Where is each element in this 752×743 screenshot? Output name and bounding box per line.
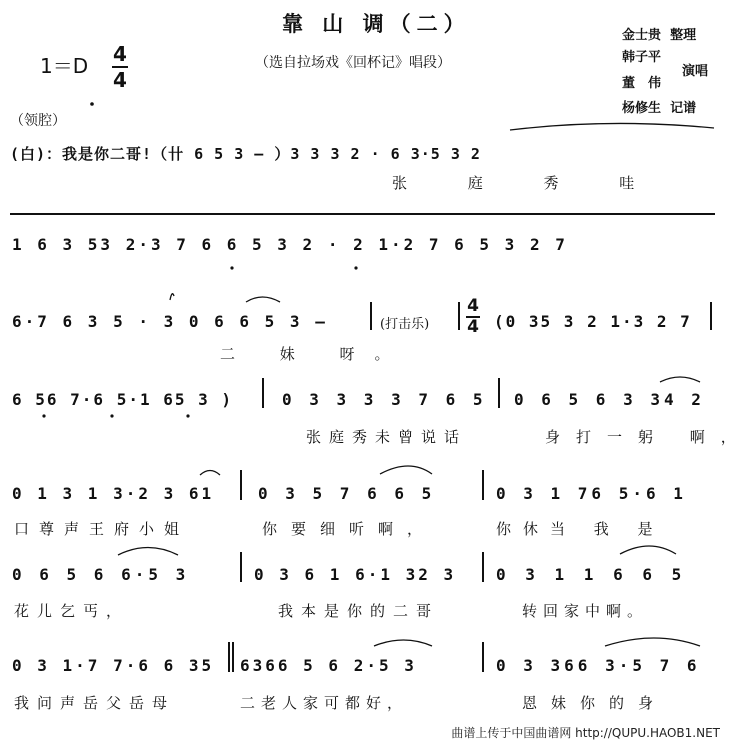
credit-role-singers: 演唱 <box>682 64 709 79</box>
score-row-4-notes-c: 0 6 5 6 3 34 2 <box>514 390 705 409</box>
slur <box>200 471 220 476</box>
credit-role: 记谱 <box>670 101 697 116</box>
score-row-3-notes-after: (0 35 3 2 1·3 2 7 <box>494 312 692 331</box>
score-row-1-lyrics: 张 庭 秀 哇 <box>392 174 663 192</box>
score-row-2-notes: 1 6 3 53 2·3 7 6 6 5 3 2 · 2 1·2 7 6 5 3 2 7 <box>12 235 568 254</box>
score-row-4-lyrics-c: 身打一躬 啊， <box>545 428 752 446</box>
score-row-5-notes-c: 0 3 1 76 5·6 1 <box>496 484 687 503</box>
score-row-6-notes: 0 6 5 6 6·5 3 <box>12 565 190 584</box>
time-signature-bottom: 4 <box>113 68 127 92</box>
score-row-4-lyrics-b: 张庭秀未曾说话 <box>306 428 468 446</box>
score-row-7-lyrics: 我问声岳父岳母 <box>14 694 176 712</box>
score-title: 靠 山 调（二） <box>282 11 471 36</box>
score-row-1-notes: (白)：我是你二哥!（卄 6 5 3 – ）3 3 3 2 · 6 3·5 3 2 <box>10 145 481 163</box>
time-signature-top: 4 <box>113 42 127 66</box>
score-row-7-notes: 0 3 1·7 7·6 6 35 <box>12 656 215 675</box>
score-row-4-notes-b: 0 3 3 3 3 7 6 5 <box>282 390 487 409</box>
credit-name: 董 伟 <box>622 76 662 91</box>
score-row-5-notes: 0 1 3 1 3·2 3 61 <box>12 484 215 503</box>
time-signature-bottom: 4 <box>467 317 479 337</box>
score-row-7-lyrics-c: 恩妹你的身 <box>522 694 668 712</box>
lead-note: （领腔） <box>10 113 66 129</box>
score-row-6-lyrics: 花儿乞丐， <box>14 602 130 620</box>
time-signature-top: 4 <box>467 296 479 316</box>
score-row-5-lyrics: 口尊声王府小姐 <box>14 520 190 538</box>
score-row-7-notes-c: 0 3 366 3·5 7 6 <box>496 656 701 675</box>
credit-name: 韩子平 <box>622 50 662 65</box>
slur <box>510 123 714 130</box>
score-row-6-notes-c: 0 3 1 1 6 6 5 <box>496 565 687 584</box>
score-row-5-lyrics-b: 你要细听啊， <box>262 520 437 538</box>
credit-name: 金士贵 <box>622 28 662 43</box>
score-row-6-notes-b: 0 3 6 1 6·1 32 3 <box>254 565 457 584</box>
slur <box>660 377 700 382</box>
percussion-marking: (打击乐) <box>380 317 430 332</box>
slur <box>170 294 174 300</box>
score-row-5-notes-b: 0 3 5 7 6 6 5 <box>258 484 436 503</box>
score-row-4-notes: 6 56 7·6 5·1 65 3 ) <box>12 390 234 409</box>
key-signature: 1＝D <box>40 54 89 78</box>
score-row-6-lyrics-c: 转回家中啊。 <box>522 602 649 620</box>
slur <box>246 297 280 302</box>
score-subtitle: （选自拉场戏《回杯记》唱段） <box>255 55 451 71</box>
slur <box>620 546 676 554</box>
score-row-3-lyrics: 二 妹 呀。 <box>220 345 410 363</box>
credit-name: 杨修生 <box>622 101 662 116</box>
score-row-7-notes-b: 6366 5 6 2·5 3 <box>240 656 417 675</box>
score-row-7-lyrics-b: 二老人家可都好， <box>240 694 409 712</box>
score-row-5-lyrics-c: 你休当 我 是 <box>496 520 665 538</box>
slur <box>118 548 178 556</box>
slur <box>374 640 432 646</box>
slur <box>380 466 432 474</box>
site-watermark: 曲谱上传于中国曲谱网 http://QUPU.HAOB1.NET <box>451 726 720 740</box>
credit-role: 整理 <box>670 28 697 43</box>
score-row-3-notes: 6·7 6 3 5 · 3 0 6 6 5 3 – <box>12 312 328 331</box>
score-row-6-lyrics-b: 我本是你的二哥 <box>278 602 440 620</box>
slur <box>605 638 700 646</box>
